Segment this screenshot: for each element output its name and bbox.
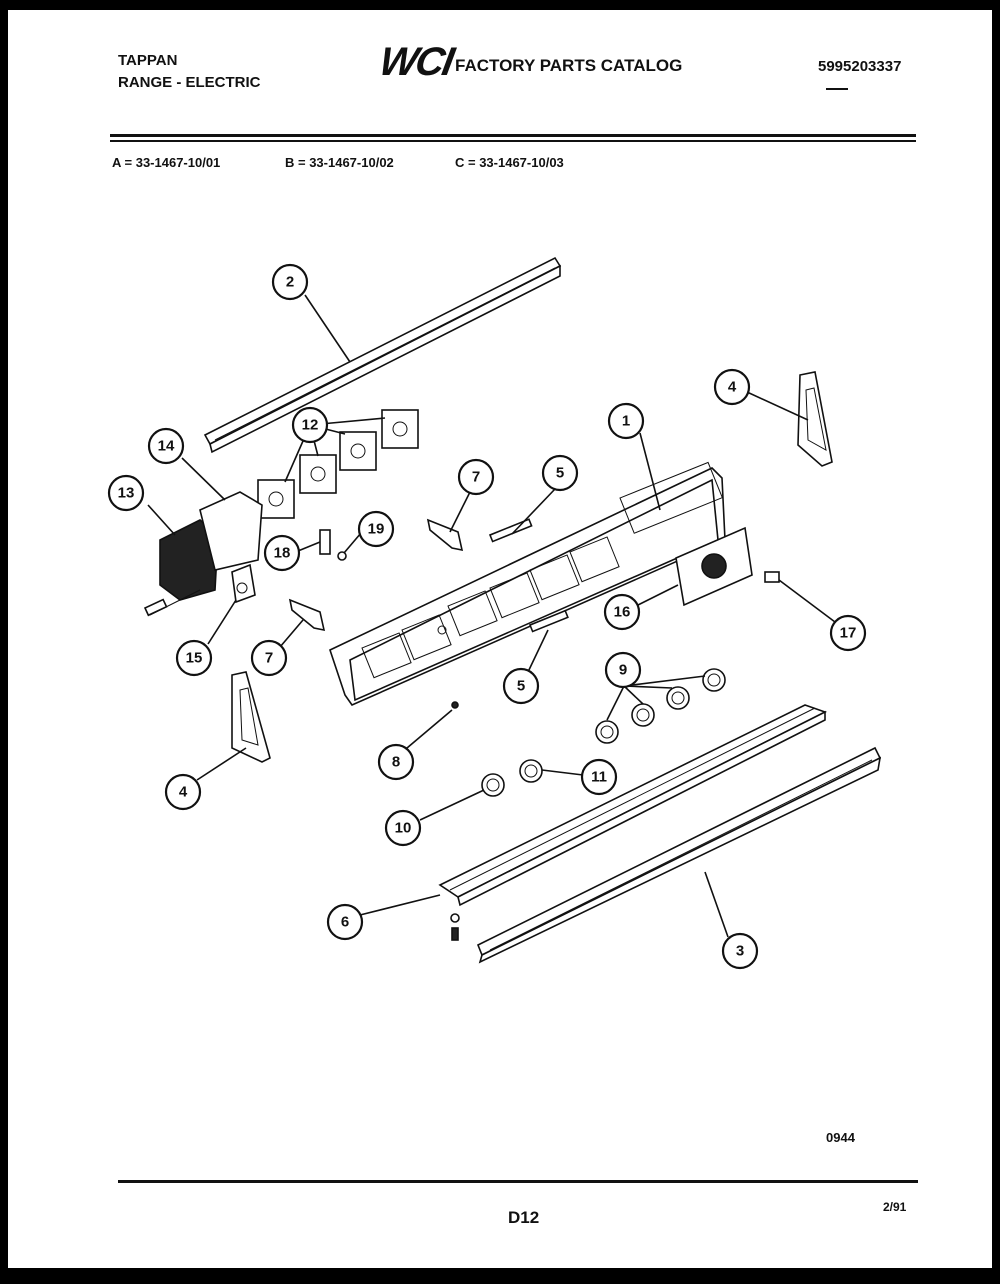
svg-text:8: 8: [391, 753, 401, 771]
callout-17: [831, 616, 865, 650]
page-code: D12: [508, 1208, 540, 1227]
part-knob-11: [520, 760, 542, 782]
svg-text:13: 13: [117, 484, 135, 502]
callout-12: [293, 408, 327, 442]
callout-19: [359, 512, 393, 546]
part-bracket-15: [232, 565, 255, 602]
svg-text:14: 14: [157, 437, 175, 455]
brand-name: TAPPAN: [118, 52, 178, 69]
callout-7-lower: [252, 641, 286, 675]
callout-1: [609, 404, 643, 438]
drawing-number: 0944: [826, 1130, 855, 1145]
part-bracket-7-lower: [290, 600, 324, 630]
callout-6: [328, 905, 362, 939]
header-dash: [826, 88, 848, 90]
catalog-number: 5995203337: [818, 58, 902, 75]
svg-text:2: 2: [285, 273, 295, 291]
callout-11: [582, 760, 616, 794]
model-a: A = 33-1467-10/01: [112, 155, 221, 170]
model-b: B = 33-1467-10/02: [285, 155, 394, 170]
svg-text:9: 9: [618, 661, 628, 679]
footer-rule: [118, 1180, 918, 1183]
model-c: C = 33-1467-10/03: [455, 155, 564, 170]
svg-text:6: 6: [340, 913, 350, 931]
svg-text:7: 7: [264, 649, 274, 667]
svg-text:19: 19: [367, 520, 385, 538]
svg-text:11: 11: [591, 768, 607, 786]
svg-text:4: 4: [178, 783, 188, 801]
part-bracket-7-upper: [428, 520, 462, 550]
callout-9: [606, 653, 640, 687]
svg-text:16: 16: [613, 603, 631, 621]
revision-date: 2/91: [883, 1200, 907, 1214]
svg-text:1: 1: [621, 412, 631, 430]
appliance-type: RANGE - ELECTRIC: [118, 74, 261, 91]
part-end-cap-left: [232, 672, 270, 762]
part-knob-10: [482, 774, 504, 796]
svg-text:10: 10: [394, 819, 412, 837]
catalog-title: FACTORY PARTS CATALOG: [455, 56, 683, 75]
callout-10: [386, 811, 420, 845]
svg-text:15: 15: [185, 649, 203, 667]
part-control-panel: [330, 462, 725, 705]
svg-text:3: 3: [735, 942, 745, 960]
header-rule: [110, 134, 916, 142]
callout-3: [723, 934, 757, 968]
callout-5-upper: [543, 456, 577, 490]
callout-7-upper: [459, 460, 493, 494]
svg-text:18: 18: [273, 544, 291, 562]
callout-8: [379, 745, 413, 779]
part-switches: [258, 410, 418, 518]
part-screw-8: [452, 702, 458, 708]
callout-5-lower: [504, 669, 538, 703]
part-clip-18-19: [320, 530, 346, 560]
svg-text:5: 5: [555, 464, 565, 482]
callout-4-left: [166, 775, 200, 809]
svg-text:12: 12: [301, 416, 319, 434]
callout-2: [273, 265, 307, 299]
callout-14: [149, 429, 183, 463]
svg-text:7: 7: [471, 468, 481, 486]
callout-15: [177, 641, 211, 675]
part-clip-5-upper: [490, 519, 532, 541]
callout-4-right: [715, 370, 749, 404]
svg-text:17: 17: [839, 624, 857, 642]
part-end-cap-right: [798, 372, 832, 466]
svg-text:5: 5: [516, 677, 526, 695]
callout-13: [109, 476, 143, 510]
wci-logo: WCI: [376, 40, 456, 84]
callout-18: [265, 536, 299, 570]
callout-16: [605, 595, 639, 629]
svg-text:4: 4: [727, 378, 737, 396]
part-pin-17: [765, 572, 779, 582]
